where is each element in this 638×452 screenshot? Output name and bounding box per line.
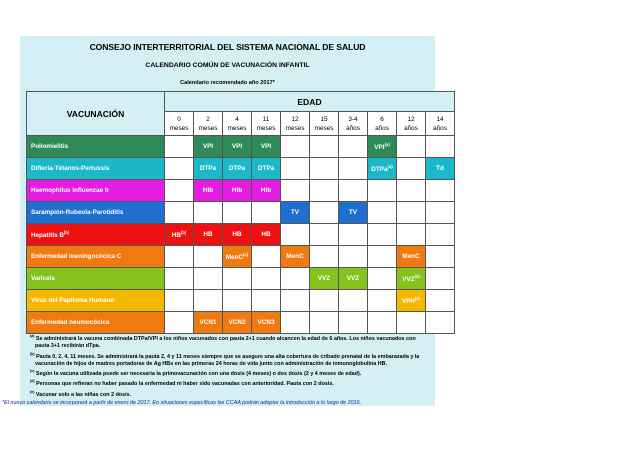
table-row [27, 268, 455, 290]
dose-cell [281, 224, 310, 246]
dose-cell [281, 158, 310, 180]
dose-cell [339, 180, 368, 202]
dose-cell [281, 180, 310, 202]
dose-cell: HB [223, 224, 252, 246]
table-row [27, 136, 455, 158]
dose-cell [397, 312, 426, 334]
dose-cell [397, 202, 426, 224]
dose-cell [223, 202, 252, 224]
dose-cell [165, 246, 194, 268]
vaccination-rows [27, 136, 455, 334]
dose-cell [368, 202, 397, 224]
dose-cell [310, 202, 339, 224]
dose-cell [426, 180, 455, 202]
age-col-8 [397, 112, 426, 136]
age-value: 15 [320, 115, 328, 123]
dose-cell: TV [339, 202, 368, 224]
dose-cell [310, 136, 339, 158]
dose-cell: VVZ [310, 268, 339, 290]
dose-cell: HB [252, 224, 281, 246]
age-value: 14 [436, 115, 444, 123]
vaccine-name: Varicela [27, 268, 165, 290]
dose-cell [310, 312, 339, 334]
dose-cell [281, 290, 310, 312]
footnote: $^{(a)}$ Se administrará la vacuna combinada DTPa/VPI a los niños vacunados con pauta 2+1 cuando alcancen la edad de 6 años. Los niños vacunados con pauta 3+1 recibirán dTpa. [30, 334, 416, 350]
dose-cell [426, 224, 455, 246]
vaccine-name: Virus del Papiloma Humano [27, 290, 165, 312]
vaccine-name: Haemophilus influenzae b [27, 180, 165, 202]
dose-cell [397, 158, 426, 180]
dose-cell [165, 158, 194, 180]
dose-cell: Td [426, 158, 455, 180]
year-note: Calendario recomendado año 2017* [180, 80, 275, 86]
dose-cell [368, 180, 397, 202]
dose-cell [368, 312, 397, 334]
dose-cell [310, 224, 339, 246]
table-row [27, 290, 455, 312]
dose-cell: MenC$^{(c)}$ [223, 246, 252, 268]
dose-cell [194, 268, 223, 290]
dose-cell [426, 246, 455, 268]
age-unit: meses [314, 124, 334, 132]
dose-cell [397, 180, 426, 202]
dose-cell: VPI [252, 136, 281, 158]
vaccine-name: Enfermedad meningocócica C [27, 246, 165, 268]
age-value: 0 [177, 115, 181, 123]
dose-cell: MenC [281, 246, 310, 268]
age-value: 12 [407, 115, 415, 123]
footnote: $^{(c)}$ Según la vacuna utilizada puede ser necesaria la primovacunación con una dosis (4 meses) o dos dosis (2 y 4 meses de edad). [30, 369, 362, 378]
page-title: CONSEJO INTERTERRITORIAL DEL SISTEMA NACIONAL DE SALUD [89, 42, 366, 52]
dose-cell: HB [194, 224, 223, 246]
age-col-5 [310, 112, 339, 136]
dose-cell [165, 180, 194, 202]
dose-cell: VCN1 [194, 312, 223, 334]
footnote: $^{(d)}$ Personas que refieran no haber pasado la enfermedad ni haber sido vacunadas con anterioridad. Pauta con 2 dosis. [30, 379, 334, 388]
dose-cell [281, 268, 310, 290]
dose-cell: Hib [194, 180, 223, 202]
age-unit: años [404, 124, 418, 132]
dose-cell: VPI [194, 136, 223, 158]
dose-cell [165, 268, 194, 290]
dose-cell [252, 202, 281, 224]
table-row [27, 158, 455, 180]
table-row [27, 246, 455, 268]
age-value: 6 [380, 115, 384, 123]
vaccine-name: Poliomielitis [27, 136, 165, 158]
age-unit: meses [285, 124, 305, 132]
dose-cell [223, 268, 252, 290]
dose-cell [310, 290, 339, 312]
dose-cell [339, 290, 368, 312]
dose-cell [426, 268, 455, 290]
age-unit: años [433, 124, 447, 132]
dose-cell: HB$^{(b)}$ [165, 224, 194, 246]
dose-cell [368, 290, 397, 312]
age-col-0 [165, 112, 194, 136]
dose-cell: VCN2 [223, 312, 252, 334]
table-row [27, 312, 455, 334]
age-value: 11 [262, 115, 270, 123]
age-unit: meses [198, 124, 218, 132]
table-row [27, 224, 455, 246]
dose-cell [426, 202, 455, 224]
header-row-top [27, 92, 455, 112]
dose-cell [252, 268, 281, 290]
age-value: 3-4 [348, 115, 358, 123]
bottom-note: *El nuevo calendario se incorporará a partir de enero de 2017. En situaciones específicas las CCAA podrán adoptar la introducción a lo largo de 2016. [2, 400, 362, 406]
age-unit: meses [169, 124, 189, 132]
table-row [27, 180, 455, 202]
age-unit: meses [256, 124, 276, 132]
vaccine-name: Difteria-Tétanos-Pertussis [27, 158, 165, 180]
dose-cell [368, 268, 397, 290]
dose-cell [165, 202, 194, 224]
age-col-6 [339, 112, 368, 136]
dose-cell [339, 158, 368, 180]
dose-cell: DTPa [252, 158, 281, 180]
dose-cell [165, 312, 194, 334]
dose-cell: TV [281, 202, 310, 224]
age-col-7 [368, 112, 397, 136]
dose-cell: VPI$^{(a)}$ [368, 136, 397, 158]
dose-cell: DTPa$^{(a)}$ [368, 158, 397, 180]
age-col-1 [194, 112, 223, 136]
age-col-3 [252, 112, 281, 136]
age-col-4 [281, 112, 310, 136]
dose-cell [310, 158, 339, 180]
dose-cell: DTPa [194, 158, 223, 180]
age-header: EDAD [165, 92, 455, 112]
vaccine-name: Enfermedad neumocócica [27, 312, 165, 334]
dose-cell [194, 290, 223, 312]
dose-cell [397, 224, 426, 246]
dose-cell [310, 180, 339, 202]
dose-cell [310, 246, 339, 268]
age-col-2 [223, 112, 252, 136]
dose-cell: VCN3 [252, 312, 281, 334]
dose-cell [339, 312, 368, 334]
dose-cell: Hib [223, 180, 252, 202]
age-col-9 [426, 112, 455, 136]
age-value: 4 [235, 115, 239, 123]
dose-cell [281, 136, 310, 158]
dose-cell: DTPa [223, 158, 252, 180]
dose-cell [426, 136, 455, 158]
dose-cell [165, 290, 194, 312]
dose-cell [281, 312, 310, 334]
dose-cell [426, 290, 455, 312]
dose-cell [339, 224, 368, 246]
dose-cell [368, 246, 397, 268]
dose-cell [397, 136, 426, 158]
dose-cell [339, 136, 368, 158]
table-row [27, 202, 455, 224]
vaccination-table [26, 91, 455, 334]
dose-cell [368, 224, 397, 246]
dose-cell [165, 136, 194, 158]
dose-cell [252, 246, 281, 268]
dose-cell [252, 290, 281, 312]
vaccine-name: Sarampión-Rubeola-Parotiditis [27, 202, 165, 224]
vaccine-name: Hepatitis $B^{(b)}$ [27, 224, 165, 246]
footnotes [30, 333, 430, 399]
dose-cell [339, 246, 368, 268]
page-subtitle: CALENDARIO COMÚN DE VACUNACIÓN INFANTIL [145, 62, 310, 69]
dose-cell [194, 202, 223, 224]
dose-cell: VPH$^{(e)}$ [397, 290, 426, 312]
footnote: $^{(e)}$ Vacunar solo a las niñas con 2 dosis. [30, 389, 132, 398]
footnote: $^{(b)}$ Pauta 0, 2, 4, 11 meses. Se administrará la pauta 2, 4 y 11 meses siempre que se asegure una alta cobertura de cribado prenatal de la embarazada y la vacunación de hijos de madres portadoras de Ag HBs en las primeras 24 horas de vida junto con administración de inmunoglobulina HB. [30, 351, 420, 367]
dose-cell: Hib [252, 180, 281, 202]
dose-cell [223, 290, 252, 312]
dose-cell: VVZ$^{(d)}$ [397, 268, 426, 290]
dose-cell [426, 312, 455, 334]
age-value: 12 [291, 115, 299, 123]
age-value: 2 [206, 115, 210, 123]
dose-cell: VPI [223, 136, 252, 158]
dose-cell: VVZ [339, 268, 368, 290]
age-unit: años [346, 124, 360, 132]
age-unit: años [375, 124, 389, 132]
vaccination-header: VACUNACIÓN [27, 92, 165, 136]
age-unit: meses [227, 124, 247, 132]
dose-cell: MenC [397, 246, 426, 268]
dose-cell [194, 246, 223, 268]
